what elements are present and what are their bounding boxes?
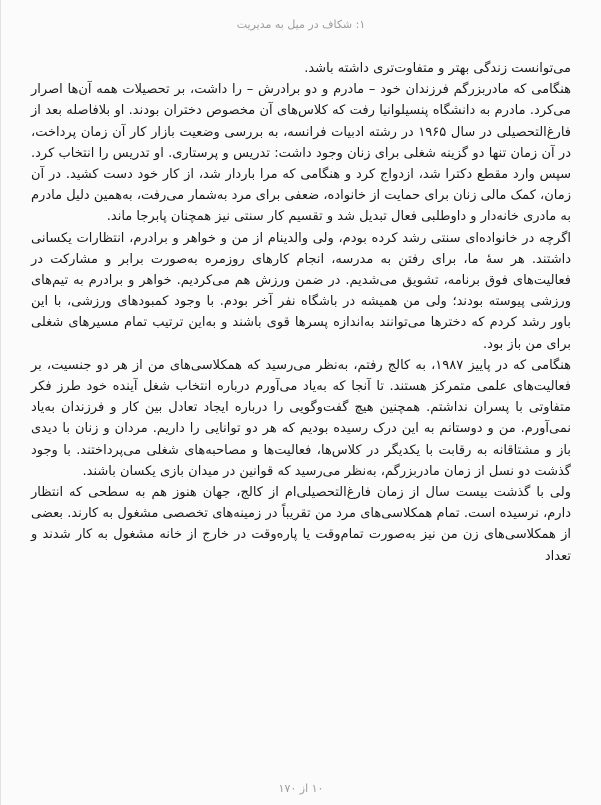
- running-header: ۱: شکاف در میل به مدیریت: [236, 18, 366, 31]
- paragraph: می‌توانست زندگی بهتر و متفاوت‌تری داشته باشد.: [304, 61, 571, 76]
- paragraph: هنگامی که مادربزرگم فرزندان خود – مادرم و دو برادرش – را داشت، بر تحصیلات همه آن‌ها اصرار می‌کرد. مادرم به دانشگاه پنسیلوانیا رفت که کلاس‌های آن مخصوص دختران بودند. او بلافاصله بعد از فارغ‌التحصیلی در سال ۱۹۶۵ در رشته ادبیات فرانسه، به بررسی وضعیت بازار کار آن زمان پرداخت، در آن زمان تنها دو گزینه شغلی برای زنان وجود داشت: تدریس و پرستاری. او تدریس را انتخاب کرد. سپس وارد مقطع دکترا شد، ازدواج کرد و هنگامی که مرا باردار شد، از کار خود دست کشید. در آن زمان، کمک مالی زنان برای حمایت از خانواده، ضعفی برای مرد به‌شمار می‌رفت، به‌همین دلیل مادرم به مادری خانه‌دار و داوطلبی فعال تبدیل شد و تقسیم کار سنتی نیز همچنان پابرجا ماند.: [31, 82, 571, 225]
- paragraph: هنگامی که در پاییز ۱۹۸۷، به کالج رفتم، به‌نظر می‌رسید که همکلاسی‌های من از هر دو جنسیت، بر فعالیت‌های علمی متمرکز هستند. تا آنجا که به‌یاد می‌آورم درباره انتخاب شغل آینده خود طرز فکر متفاوتی با پسران نداشتم. همچنین هیچ گفت‌وگویی را درباره ایجاد تعادل بین کار و فرزندان به‌یاد نمی‌آورم. من و دوستانم به این درک رسیده بودیم که هر دو توانایی را داریم. مردان و زنان با دیدی باز و مشتاقانه به رقابت با یکدیگر در کلاس‌ها، فعالیت‌ها و مصاحبه‌های شغلی می‌پرداختند. با وجود گذشت دو نسل از زمان مادربزرگم، به‌نظر می‌رسید که قوانین در میدان بازی یکسان باشند.: [31, 357, 571, 479]
- paragraph: اگرچه در خانواده‌ای سنتی رشد کرده بودم، ولی والدینام از من و خواهر و برادرم، انتظارات یکسانی داشتند. هر سهٔ ما، برای رفتن به مدرسه، انجام کارهای روزمره به‌صورت برابر و مشارکت در فعالیت‌های فوق برنامه، تشویق می‌شدیم. در ضمن ورزش هم می‌کردیم. خواهر و برادرم به تیم‌های ورزشی پیوسته بودند؛ ولی من همیشه در باشگاه نفر آخر بودم. با وجود کمبودهای ورزشی، با این باور رشد کردم که دخترها می‌توانند به‌اندازه پسرها قوی باشند و به‌این ترتیب تمام مسیرهای شغلی برای من باز بود.: [31, 230, 571, 352]
- page-number: ۱۰ از ۱۷۰: [278, 782, 324, 795]
- body-text: [31, 58, 571, 567]
- paragraph: ولی با گذشت بیست سال از زمان فارغ‌التحصیلی‌ام از کالج، جهان هنوز هم به سطحی که انتظار دارم، نرسیده است. تمام همکلاسی‌های مرد من تقریباً در زمینه‌های تخصصی مشغول به کارند. بعضی از همکلاسی‌های زن من نیز به‌صورت تمام‌وقت یا پاره‌وقت در خارج از خانه مشغول به کار شدند و تعداد: [31, 485, 571, 564]
